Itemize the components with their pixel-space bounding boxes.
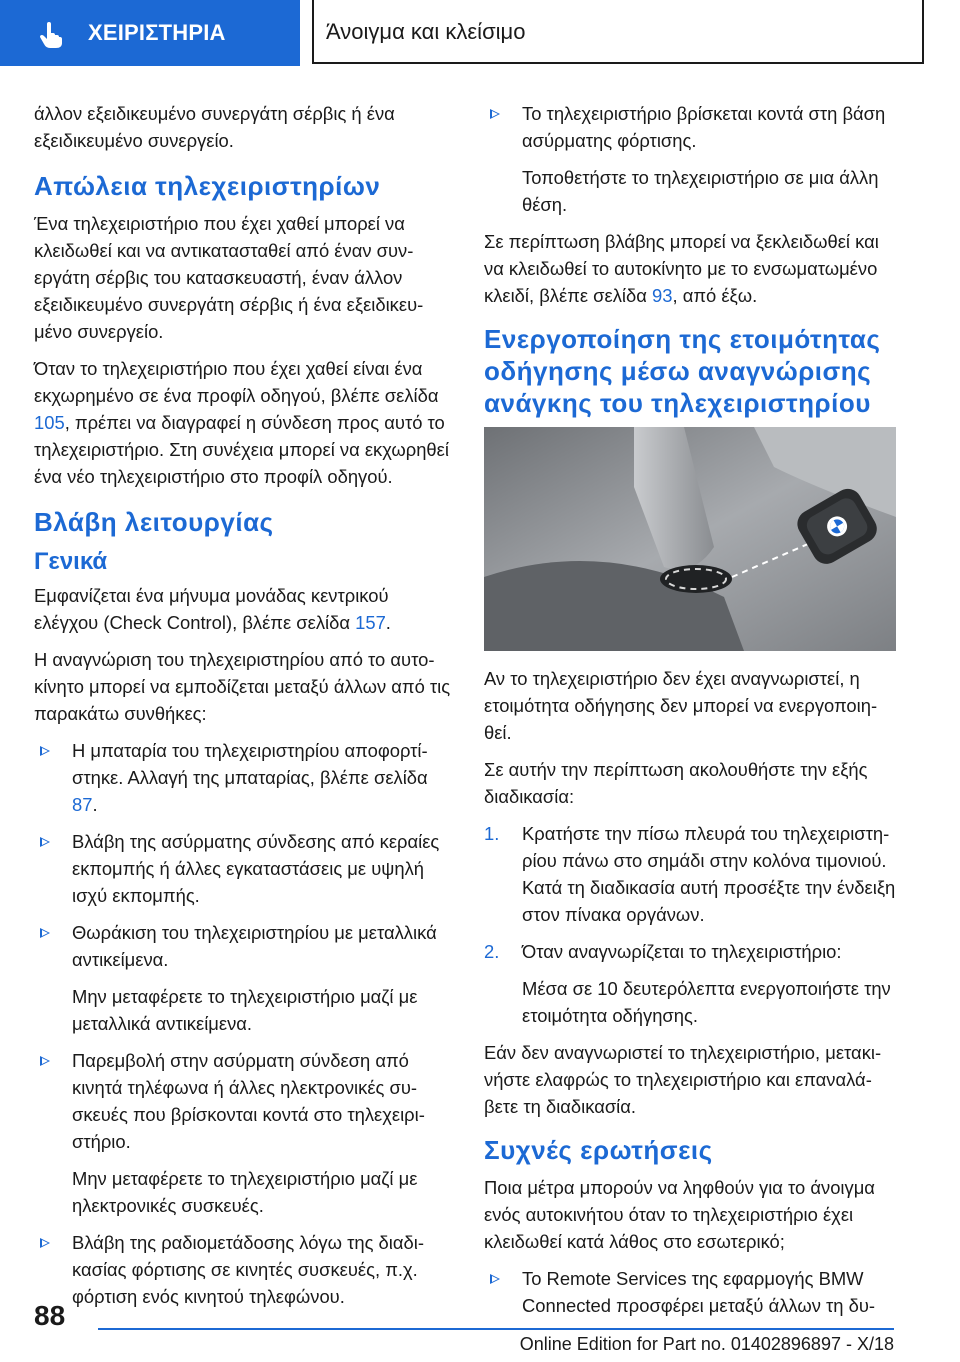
step-number: 1.: [484, 823, 500, 844]
step-item: [484, 820, 896, 928]
list-item: [34, 737, 452, 818]
step-text: Κρατήστε την πίσω πλευρά του τηλεχειριστηρίου πάνω στο σημάδι στην κολόνα τιμονιού. Κατά τη διαδικασία αυτή προσέξτε την ένδειξη στον πίνακα οργάνων.: [522, 823, 896, 925]
chapter-box: [312, 0, 924, 64]
text-fragment: Όταν το τηλεχειριστήριο που έχει χαθεί είναι ένα εκχωρημένο σε ένα προφίλ οδηγού, βλέπε σελίδα: [34, 358, 439, 406]
left-column: [34, 100, 452, 1320]
text-fragment: Εμφανίζεται ένα μήνυμα μονάδας κεντρικού ελέγχου (Check Control), βλέπε σελίδα: [34, 585, 389, 633]
step-item: [484, 938, 896, 965]
list-item: [34, 919, 452, 973]
section-tab[interactable]: [0, 0, 300, 66]
triangle-bullet-icon: [40, 1238, 50, 1248]
text-fragment: , πρέπει να διαγραφεί η σύνδεση προς αυτό το τηλεχειριστήριο. Στη συνέχεια μπορεί να εκχωρηθεί ένα νέο τηλεχειριστήριο στο προφίλ οδηγού.: [34, 412, 449, 487]
right-column: [484, 100, 896, 1329]
list-item-text: Βλάβη της ασύρματης σύνδεσης από κεραίες εκπομπής ή άλλες εγκαταστάσεις με υψηλή ισχύ εκπομπής.: [72, 831, 440, 906]
list-item-note: Τοποθετήστε το τηλεχειριστήριο σε μια άλλη θέση.: [522, 167, 879, 215]
text-fragment: , από έξω.: [672, 285, 758, 306]
list-item-text: Παρεμβολή στην ασύρματη σύνδεση από κινητά τηλέφωνα ή άλλες ηλεκτρονικές συσκευές που βρίσκονται κοντά στο τηλεχειριστήριο.: [72, 1050, 425, 1152]
lost-paragraph-2: [34, 355, 452, 490]
procedure-intro: Σε αυτήν την περίπτωση ακολουθήστε την εξής διαδικασία:: [484, 759, 868, 807]
heading-general: Γενικά: [34, 548, 108, 575]
triangle-bullet-icon: [40, 928, 50, 938]
retry-paragraph: Εάν δεν αναγνωριστεί το τηλεχειριστήριο, μετακινήστε ελαφρώς το τηλεχειριστήριο και επαναλάβετε τη διαδικασία.: [484, 1042, 882, 1117]
step-note: Μέσα σε 10 δευτερόλεπτα ενεργοποιήστε την ετοιμότητα οδήγησης.: [522, 978, 891, 1026]
lost-paragraph-1: Ένα τηλεχειριστήριο που έχει χαθεί μπορεί να κλειδωθεί και να αντικατασταθεί από έναν συνεργάτη σέρβις του κατασκευαστή, έναν άλλον εξειδικευμένο συνεργάτη σέρβις ή ένα εξειδικευμένο συνεργείο.: [34, 213, 424, 342]
page-link-93[interactable]: 93: [652, 285, 673, 306]
chapter-title: Άνοιγμα και κλείσιμο: [326, 19, 526, 44]
general-paragraph-2: Η αναγνώριση του τηλεχειριστηρίου από το αυτοκίνητο μπορεί να εμποδίζεται μεταξύ άλλων από τις παρακάτω συνθήκες:: [34, 649, 451, 724]
page-link-157[interactable]: 157: [355, 612, 386, 633]
list-item: [34, 828, 452, 909]
list-item-note: Μην μεταφέρετε το τηλεχειριστήριο μαζί με μεταλλικά αντικείμενα.: [72, 986, 418, 1034]
not-recognised-paragraph: Αν το τηλεχειριστήριο δεν έχει αναγνωριστεί, η ετοιμότητα οδήγησης δεν μπορεί να ενεργοποιηθεί.: [484, 668, 878, 743]
heading-malfunction: Βλάβη λειτουργίας: [34, 507, 274, 537]
heading-lost-remotes: Απώλεια τηλεχειριστηρίων: [34, 171, 381, 201]
fault-paragraph: [484, 228, 896, 309]
list-item: [484, 100, 896, 154]
triangle-bullet-icon: [40, 837, 50, 847]
general-paragraph-1: [34, 582, 452, 636]
triangle-bullet-icon: [40, 746, 50, 756]
list-item: [34, 1047, 452, 1155]
page-link-87[interactable]: 87: [72, 794, 93, 815]
text-fragment: Η μπαταρία του τηλεχειριστηρίου αποφορτίστηκε. Αλλαγή της μπαταρίας, βλέπε σελίδα: [72, 740, 428, 788]
hand-pointer-icon: [40, 22, 62, 48]
heading-faq: Συχνές ερωτήσεις: [484, 1135, 713, 1165]
triangle-bullet-icon: [490, 109, 500, 119]
list-item-text: Θωράκιση του τηλεχειριστηρίου με μεταλλικά αντικείμενα.: [72, 922, 437, 970]
steering-column-illustration: [484, 427, 896, 651]
intro-paragraph: άλλον εξειδικευμένο συνεργάτη σέρβις ή ένα εξειδικευμένο συνεργείο.: [34, 103, 395, 151]
list-item-text: Το Remote Services της εφαρμογής BMW Connected προσφέρει μεταξύ άλλων τη δυ-: [522, 1268, 876, 1316]
triangle-bullet-icon: [490, 1274, 500, 1284]
triangle-bullet-icon: [40, 1056, 50, 1066]
list-item: [34, 1229, 452, 1310]
page-link-105[interactable]: 105: [34, 412, 65, 433]
list-item-note: Μην μεταφέρετε το τηλεχειριστήριο μαζί με ηλεκτρονικές συσκευές.: [72, 1168, 418, 1216]
faq-question: Ποια μέτρα μπορούν να ληφθούν για το άνοιγμα ενός αυτοκινήτου όταν το τηλεχειριστήριο έχει κλειδωθεί κατά λάθος στο εσωτερικό;: [484, 1177, 875, 1252]
section-tab-label: ΧΕΙΡΙΣΤΗΡΙΑ: [88, 20, 226, 45]
list-item-text: Το τηλεχειριστήριο βρίσκεται κοντά στη βάση ασύρματης φόρτισης.: [522, 103, 886, 151]
list-item-text: Βλάβη της ραδιομετάδοσης λόγω της διαδικασίας φόρτισης σε κινητές συσκευές, π.χ. φόρτιση ενός κινητού τηλεφώνου.: [72, 1232, 424, 1307]
step-number: 2.: [484, 941, 500, 962]
footer-divider: [98, 1328, 894, 1330]
list-item: [484, 1265, 896, 1319]
steering-column-photo: [484, 427, 896, 651]
text-fragment: .: [385, 612, 391, 633]
text-fragment: .: [92, 794, 98, 815]
edition-note: Online Edition for Part no. 01402896897 - X/18: [519, 1334, 894, 1354]
page-number: 88: [34, 1300, 66, 1331]
page-header: [0, 0, 960, 70]
text-fragment: Σε περίπτωση βλάβης μπορεί να ξεκλειδωθεί και να κλειδωθεί το αυτοκίνητο με το ενσωματωμένο κλειδί, βλέπε σελίδα: [484, 231, 879, 306]
heading-activation: Ενεργοποίηση της ετοιμότητας οδήγησης μέσω αναγνώρισης ανάγκης του τηλεχειριστηρίου: [484, 324, 881, 418]
step-text: Όταν αναγνωρίζεται το τηλεχειριστήριο:: [522, 941, 842, 962]
